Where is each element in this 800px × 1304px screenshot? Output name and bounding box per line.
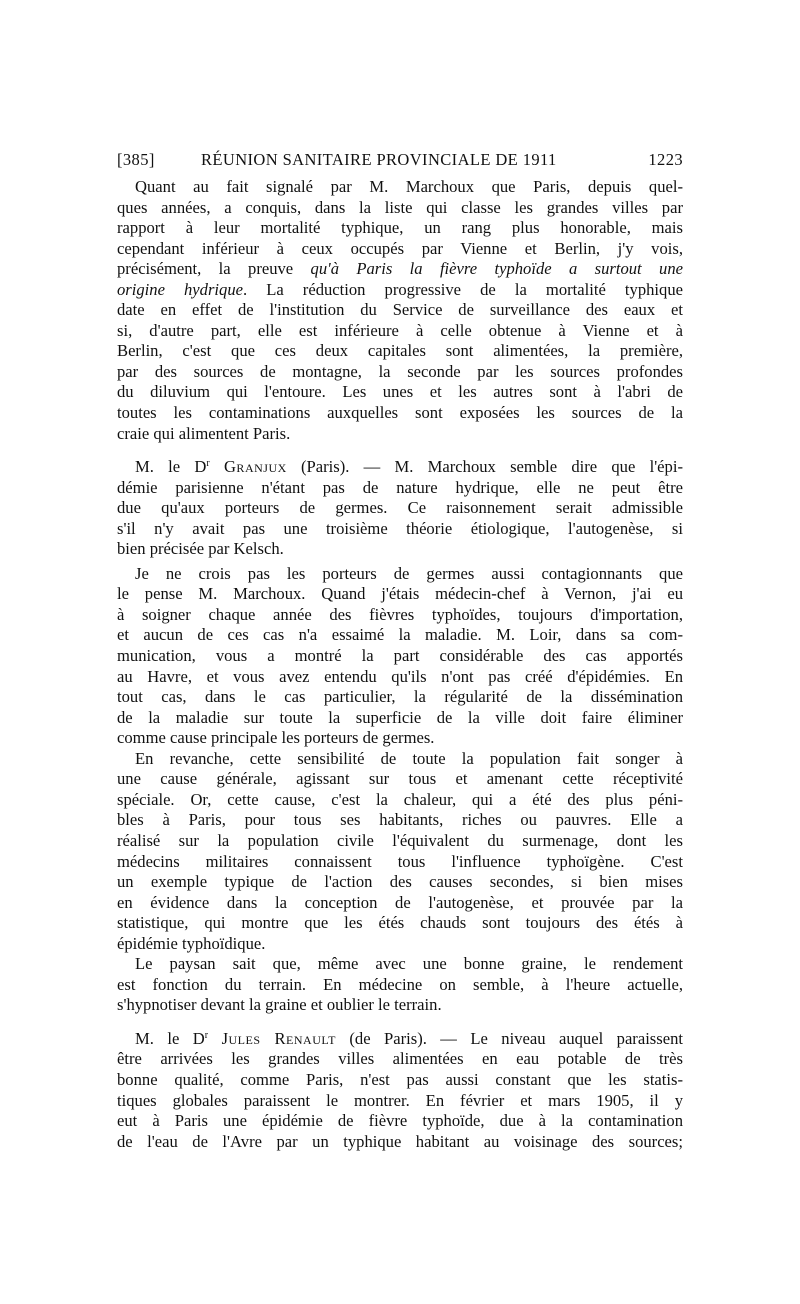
text-line: Le paysan sait que, même avec une bonne graine, le rendement <box>135 954 683 974</box>
speaker-suffix: (Paris). — M. Marchoux semble dire que l'épi- <box>286 457 683 477</box>
text-line: date en effet de l'institution du Service de surveillance des eaux et <box>117 300 683 320</box>
speaker-line <box>117 1029 683 1050</box>
text-line: tiques globales paraissent le montrer. En février et mars 1905, il y <box>117 1090 683 1110</box>
text-line: bles à Paris, pour tous ses habitants, riches ou pauvres. Elle a <box>117 810 683 830</box>
paragraph-porteurs-germes <box>117 564 683 749</box>
running-title: RÉUNION SANITAIRE PROVINCIALE DE 1911 <box>201 150 557 169</box>
text-line: munication, vous a montré la part considérable des cas apportés <box>117 646 683 666</box>
text-line: un exemple typique de l'action des causes secondes, si bien mises <box>117 872 683 892</box>
text-line: spéciale. Or, cette cause, c'est la chaleur, qui a été des plus péni- <box>117 789 683 809</box>
text-line: épidémie typhoïdique. <box>117 933 266 953</box>
text-line: s'hypnotiser devant la graine et oublier le terrain. <box>117 995 442 1015</box>
text-line: Quant au fait signalé par M. Marchoux que Paris, depuis quel- <box>135 177 683 196</box>
speaker-suffix: (de Paris). — Le niveau auquel paraissent <box>335 1028 683 1048</box>
text-line: est fonction du terrain. En médecine on semble, à l'heure actuelle, <box>117 974 683 994</box>
running-header <box>117 150 683 172</box>
text-line: si, d'autre part, elle est inférieure à celle obtenue à Vienne et à <box>117 320 683 340</box>
text-line: toutes les contaminations auxquelles sont exposées les sources de la <box>117 403 683 423</box>
text-line: une cause générale, agissant sur tous et amenant cette réceptivité <box>117 769 683 789</box>
text-line: à soigner chaque année des fièvres typhoïdes, toujours d'importation, <box>117 604 683 624</box>
speaker-title-sup: r <box>206 458 210 470</box>
speaker-line <box>117 457 683 478</box>
text-line: eut à Paris une épidémie de fièvre typhoïde, due à la contamination <box>117 1111 683 1131</box>
text-line: du diluvium qui l'entoure. Les unes et les autres sont à l'abri de <box>117 382 683 402</box>
text-line: de la maladie sur toute la superficie de la ville doit faire éliminer <box>117 707 683 727</box>
text-line: au Havre, et vous avez entendu qu'ils n'ont pas créé d'épidémies. En <box>117 666 683 686</box>
text-line: et aucun de ces cas n'a essaimé la maladie. M. Loir, dans sa com- <box>117 625 683 645</box>
page-reference: [385] <box>117 150 155 169</box>
text-line: ques années, a conquis, dans la liste qui classe les grandes villes par <box>117 197 683 217</box>
text-line: le pense M. Marchoux. Quand j'étais médecin-chef à Vernon, j'ai eu <box>117 584 683 604</box>
text-line: Je ne crois pas les porteurs de germes aussi contagionnants que <box>135 563 683 583</box>
text-line: cependant inférieur à ceux occupés par Vienne et Berlin, j'y vois, <box>117 238 683 258</box>
text-line: s'il n'y avait pas une troisième théorie étiologique, l'autogenèse, si <box>117 518 683 538</box>
page-number: 1223 <box>648 150 683 169</box>
text-line: rapport à leur mortalité typhique, un rang plus honorable, mais <box>117 218 683 238</box>
text-line: tout cas, dans le cas particulier, la régularité de la dissémination <box>117 687 683 707</box>
text-line: être arrivées les grandes villes alimentées en eau potable de très <box>117 1049 683 1069</box>
text-line: En revanche, cette sensibilité de toute la population fait songer à <box>135 748 683 768</box>
text-line: origine hydrique. La réduction progressive de la mortalité typhique <box>117 279 683 299</box>
text-line: Berlin, c'est que ces deux capitales sont alimentées, la première, <box>117 341 683 361</box>
paragraph-granjux-intervention <box>117 457 683 560</box>
text-line: en évidence dans la conception de l'autogenèse, et prouvée par la <box>117 892 683 912</box>
speaker-title-sup: r <box>204 1029 209 1041</box>
text-line: statistique, qui montre que les étés chauds sont toujours des étés à <box>117 913 683 933</box>
italic-phrase: origine hydrique <box>117 279 243 299</box>
text-line: bien précisée par Kelsch. <box>117 539 284 559</box>
italic-phrase: qu'à Paris la fièvre typhoïde a surtout une <box>310 259 683 279</box>
paragraph-chaleur <box>117 749 683 954</box>
text-line: réalisé sur la population civile l'équivalent du surmenage, dont les <box>117 830 683 850</box>
paragraph-renault-intervention <box>117 1029 683 1152</box>
speaker-name: Granjux <box>223 457 287 477</box>
text-line: craie qui alimentent Paris. <box>117 423 291 443</box>
speaker-prefix: M. le D <box>135 1028 205 1048</box>
text-line: précisément, la preuve qu'à Paris la fièvre typhoïde a surtout une <box>117 259 683 279</box>
text-line: démie parisienne n'étant pas de nature hydrique, elle ne peut être <box>117 477 683 497</box>
text-line: médecins militaires connaissent tous l'influence typhoïgène. C'est <box>117 851 683 871</box>
speaker-name: Jules Renault <box>221 1028 336 1048</box>
text-line: due qu'aux porteurs de germes. Ce raisonnement serait admissible <box>117 498 683 518</box>
text-line: bonne qualité, comme Paris, n'est pas aussi constant que les statis- <box>117 1069 683 1089</box>
text-line: de l'eau de l'Avre par un typhique habitant au voisinage des sources; <box>117 1131 683 1151</box>
paragraph-paysan <box>117 954 683 1016</box>
paragraph-marchoux-reply <box>117 177 683 444</box>
text-line: comme cause principale les porteurs de germes. <box>117 728 435 748</box>
document-page <box>117 150 683 1152</box>
speaker-prefix: M. le D <box>135 457 207 477</box>
text-line: par des sources de montagne, la seconde par les sources profondes <box>117 361 683 381</box>
